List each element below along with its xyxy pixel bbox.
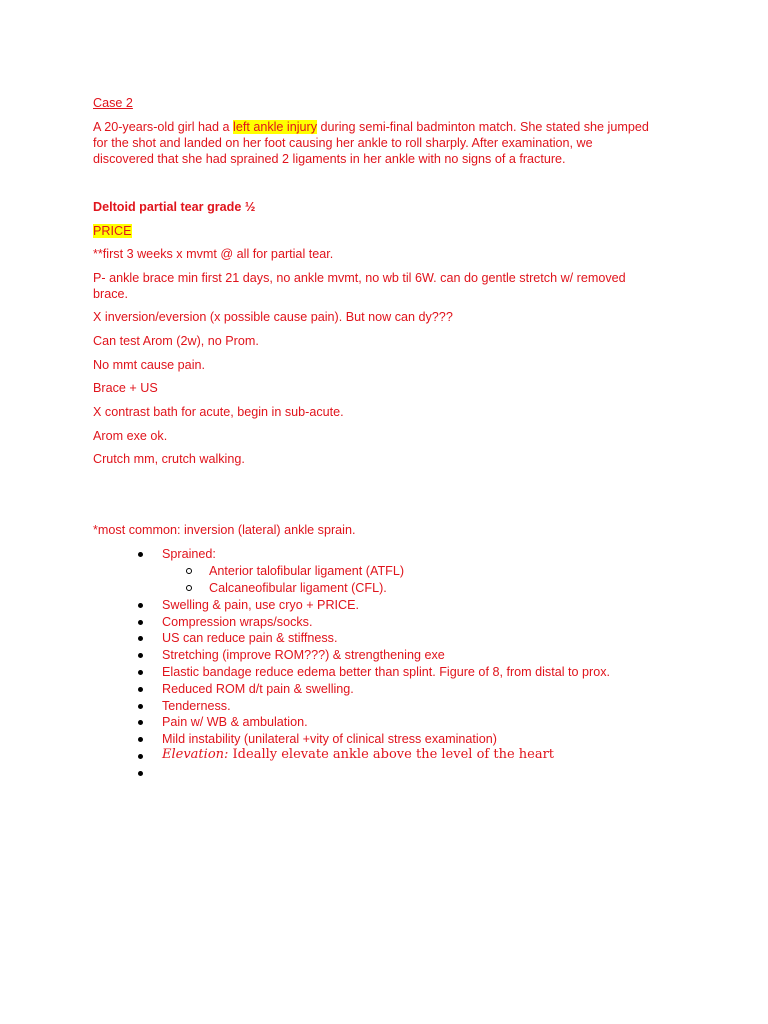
price-label: PRICE [93, 224, 132, 238]
bullet-sprained: Sprained: [162, 547, 216, 561]
note-2a: P- ankle brace min first 21 days, no ankle mvmt, no wb til 6W. can do gentle stretch w/ removed [93, 271, 626, 285]
case-title: Case 2 [93, 96, 133, 110]
note-3: X inversion/eversion (x possible cause pain). But now can dy??? [93, 310, 453, 324]
bullet-icon [138, 620, 143, 625]
note-6: Brace + US [93, 381, 158, 395]
common-note: *most common: inversion (lateral) ankle sprain. [93, 523, 356, 537]
bullet-elastic-bandage: Elastic bandage reduce edema better than splint. Figure of 8, from distal to prox. [162, 665, 611, 679]
bullet-icon [138, 552, 143, 557]
note-2b: brace. [93, 287, 129, 301]
intro-line-3: discovered that she had sprained 2 ligaments in her ankle with no signs of a fracture. [93, 152, 566, 166]
intro-line-1 [93, 119, 649, 136]
sub-bullet-cfl: Calcaneofibular ligament (CFL). [209, 581, 387, 595]
bullet-stretching: Stretching (improve ROM???) & strengthening exe [162, 648, 445, 662]
elevation-text: Ideally elevate ankle above the level of the heart [228, 747, 555, 762]
note-7: X contrast bath for acute, begin in sub-acute. [93, 405, 344, 419]
elevation-label: Elevation: [162, 747, 229, 762]
intro-line-1-start: A 20-years-old girl had a [93, 120, 234, 134]
bullet-icon [138, 737, 143, 742]
bullet-reduced-rom: Reduced ROM d/t pain & swelling. [162, 682, 354, 696]
bullet-icon [138, 636, 143, 641]
sub-bullet-icon [186, 585, 192, 591]
bullet-icon [138, 653, 143, 658]
intro-line-2: for the shot and landed on her foot causing her ankle to roll sharply. After examination, we [93, 136, 593, 150]
bullet-icon [138, 704, 143, 709]
note-4: Can test Arom (2w), no Prom. [93, 334, 259, 348]
sub-bullet-icon [186, 568, 192, 574]
note-9: Crutch mm, crutch walking. [93, 452, 245, 466]
sub-bullet-atfl: Anterior talofibular ligament (ATFL) [209, 564, 405, 578]
bullet-compression: Compression wraps/socks. [162, 615, 313, 629]
bullet-pain-wb: Pain w/ WB & ambulation. [162, 715, 308, 729]
section-heading: Deltoid partial tear grade ½ [93, 200, 256, 214]
intro-line-1-end: during semi-final badminton match. She stated she jumped [317, 120, 649, 134]
note-1: **first 3 weeks x mvmt @ all for partial tear. [93, 247, 334, 261]
bullet-icon [138, 720, 143, 725]
bullet-tenderness: Tenderness. [162, 699, 231, 713]
price-label-line [93, 223, 132, 240]
bullet-us: US can reduce pain & stiffness. [162, 631, 338, 645]
bullet-swelling: Swelling & pain, use cryo + PRICE. [162, 598, 360, 612]
bullet-icon [138, 603, 143, 608]
bullet-instability: Mild instability (unilateral +vity of clinical stress examination) [162, 732, 497, 746]
bullet-icon [138, 754, 143, 759]
bullet-icon [138, 771, 143, 776]
bullet-elevation [162, 747, 554, 764]
bullet-icon [138, 670, 143, 675]
highlighted-injury: left ankle injury [233, 120, 318, 134]
note-5: No mmt cause pain. [93, 358, 205, 372]
note-8: Arom exe ok. [93, 429, 168, 443]
bullet-icon [138, 687, 143, 692]
